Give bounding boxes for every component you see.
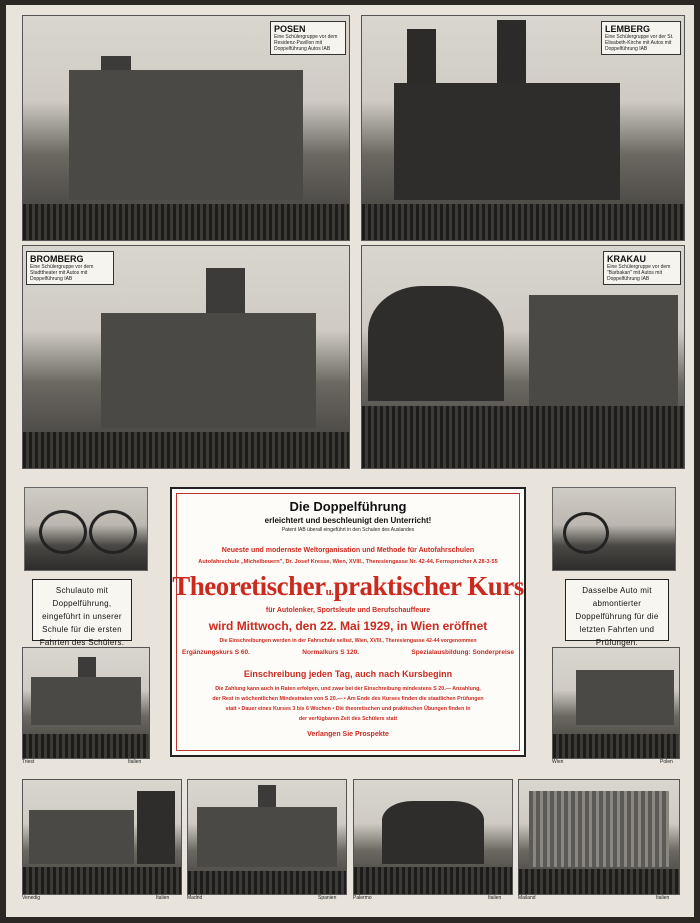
photo-dashboard-right [552,487,676,571]
country-label-mailand: Italien [656,895,670,901]
patent-line: Patent IAB überall eingeführt in den Schulen des Auslandes [281,527,415,533]
course-prices [182,649,514,656]
photo-dashboard-left [24,487,148,571]
poster [6,5,694,917]
photo-palermo [353,779,513,895]
photo-lemberg [361,15,685,241]
title-part-a: Theoretischer [172,571,326,601]
photo-triest [22,647,150,759]
photo-wien [552,647,680,759]
plate-caption: Eine Schülergruppe vor dem Residenz-Pavillon mit Doppelführung Autos IAB [274,34,338,52]
country-label-madrid: Spanien [318,895,337,901]
country-label-venedig: Italien [156,895,170,901]
photo-mailand [518,779,680,895]
photo-bromberg [22,245,350,469]
plate-caption: Eine Schülergruppe vor dem "Barbakan" mit Autos mit Doppelführung IAB [607,264,671,282]
audience-line: für Autolenker, Sportsleute und Berufschauffeure [265,607,431,614]
plate-krakau [603,251,681,285]
heading: Die Doppelführung [289,499,407,514]
opening-line: wird Mittwoch, den 22. Mai 1929, in Wien eröffnet [208,619,488,633]
city-label-triest: Triest [22,759,35,765]
country-label-triest: Italien [128,759,142,765]
school-line: Autofahrschule „Michelbeuern", Dr. Josef Kresse, Wien, XVIII., Theresiengasse Nr. 42-44, Fernsprecher A 28-3-55 [198,559,498,565]
title-conjunction: u. [325,586,334,598]
payment-line-3: statt • Dauer eines Kurses 3 bis 6 Wochen • Die theoretischen und praktischen Übungen finden in [225,706,471,712]
payment-line-2: der Rest in wöchentlichen Mindestraten von S 20.— • Am Ende des Kurses finden die staatlichen Prüfungen [212,696,484,702]
note-text: Schulauto mit Doppelführung, eingeführt in unserer Schule für die ersten Fahrten des Schülers. [39,586,125,647]
photo-madrid [187,779,347,895]
photo-venedig [22,779,182,895]
note-double-control [32,579,132,647]
plate-bromberg [26,251,114,285]
city-name: KRAKAU [607,254,646,264]
city-label-palermo: Palermo [353,895,372,901]
course-title [172,571,524,602]
city-name: BROMBERG [30,254,84,264]
plate-lemberg [601,21,681,55]
registration-line: Die Einschreibungen werden in der Fahrschule selbst, Wien, XVIII., Theresiengasse 42-44 vorgenommen [219,638,477,644]
city-label-mailand: Mailand [518,895,536,901]
city-name: LEMBERG [605,24,650,34]
city-name: POSEN [274,24,306,34]
subheading: erleichtert und beschleunigt den Unterricht! [264,516,432,525]
city-label-madrid: Madrid [187,895,203,901]
note-removed-control [565,579,669,647]
note-text: Dasselbe Auto mit abmontierter Doppelführung für die letzten Fahrten und Prüfungen. [575,586,659,647]
plate-caption: Eine Schülergruppe vor dem Stadttheater mit Autos mit Doppelführung IAB [30,264,94,282]
country-label-palermo: Italien [488,895,502,901]
intro-line: Neueste und modernste Weltorganisation und Methode für Autofahrschulen [221,547,475,554]
price-supplement: Ergänzungskurs S 60. [182,649,250,656]
city-label-wien: Wien [552,759,564,765]
city-label-venedig: Venedig [22,895,41,901]
price-special: Spezialausbildung: Sonderpreise [411,649,514,656]
enroll-line: Einschreibung jeden Tag, auch nach Kursbeginn [243,669,453,679]
course-advertisement [170,487,526,757]
plate-caption: Eine Schülergruppe vor der St. Elisabeth-Kirche mit Autos mit Doppelführung IAB [605,34,674,52]
title-part-b: praktischer Kurs [333,571,524,601]
plate-posen [270,21,346,55]
photo-krakau [361,245,685,469]
payment-line-1: Die Zahlung kann auch in Raten erfolgen, und zwar bei der Einschreibung mindestens S 20.— Anzahlung, [215,686,481,692]
country-label-wien: Polen [660,759,673,765]
price-normal: Normalkurs S 120. [302,649,360,656]
payment-line-4: der verfügbaren Zeit des Schülers statt [298,716,398,722]
prospekte-line: Verlangen Sie Prospekte [307,731,389,738]
photo-posen [22,15,350,241]
